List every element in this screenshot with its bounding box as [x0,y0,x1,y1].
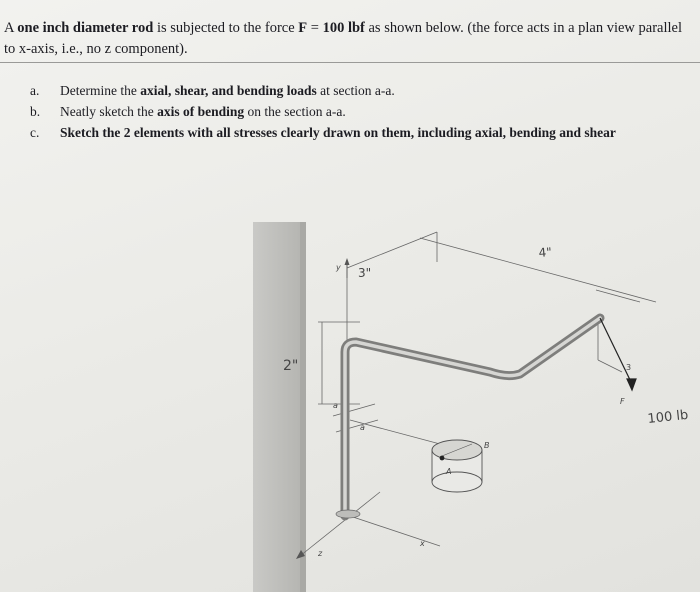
axis-label-x: x [420,539,425,548]
task-text-plain: on the section a-a. [244,104,346,119]
task-text-bold: axial, shear, and bending loads [140,83,317,98]
point-label-B: B [484,441,490,450]
task-item-b [30,101,695,122]
intro-text-2: is subjected to the force [153,20,299,36]
task-text-bold: axis of bending [157,104,245,119]
problem-statement [4,18,694,60]
wall-block [253,222,305,592]
cylinder-support [432,440,482,492]
intro-bold-rod: one inch diameter rod [17,20,154,36]
task-text-plain: at section a-a. [316,83,395,98]
task-letter: b. [30,104,41,119]
rod-base-flange [336,510,360,518]
force-letter-F: F [620,397,625,406]
force-symbol: F [298,20,308,36]
task-text-plain: Determine the [60,83,141,98]
force-projection-2 [598,360,622,372]
force-equals: = [307,20,323,36]
rod-figure [230,200,700,592]
section-label-a-upper: a [333,401,338,410]
point-label-A: A [446,467,452,476]
axis-z-line [300,492,380,556]
task-list [30,80,695,143]
dim-label-4: 4" [538,244,553,260]
force-label-100lb: 100 lb [646,407,690,427]
task-text [60,80,695,101]
header-divider [0,62,700,63]
section-label-a-lower: a [360,423,365,432]
task-letter: c. [30,125,40,140]
task-letter: a. [30,83,40,98]
task-item-a [30,80,695,101]
task-item-c [30,122,695,143]
intro-text-3: as shown below. (the force acts in a plan view parallel to x-axis, i.e., no z component). [4,20,682,57]
section-line-upper [333,404,375,416]
task-text-bold: Sketch the 2 elements with all stresses clearly drawn on them, including axial, bending and shear [60,125,616,140]
task-text-plain: Neatly sketch the [60,104,158,119]
force-value: 100 lbf [322,20,365,36]
task-text [60,101,695,122]
dim-line-3 [347,232,437,268]
wall-face-shadow [300,222,306,592]
intro-text-1: A [4,20,18,36]
force-arrow [600,318,636,390]
axis-label-y: y [336,263,341,272]
slope-label-3: 3 [626,363,632,372]
axis-label-z: z [318,549,323,558]
axis-x-bottom [350,516,440,546]
dim-label-3: 3" [358,266,372,280]
axis-y-arrowhead [345,258,350,265]
dim-label-2: 2" [283,358,299,374]
